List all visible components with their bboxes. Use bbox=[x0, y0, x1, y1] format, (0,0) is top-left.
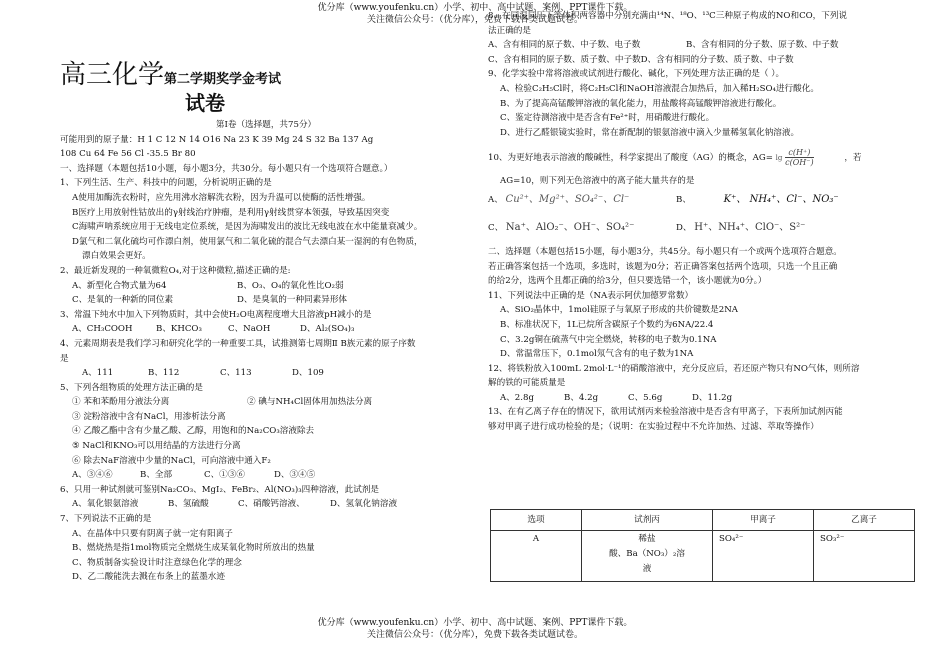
q13-header-ion-b: 乙离子 bbox=[814, 510, 915, 531]
q10-numerator: c(H⁺) bbox=[785, 148, 813, 158]
q6-option-c: C、硝酸钙溶液、 bbox=[238, 499, 305, 510]
q13-row-ion-b: SO₃²⁻ bbox=[814, 531, 915, 582]
exam-subtitle: 试卷 bbox=[185, 91, 225, 115]
q13-table-row bbox=[491, 531, 915, 582]
watermark-top-line2: 关注微信公众号：（优分库），免费下载各类试题试卷。 bbox=[366, 15, 583, 25]
q10-options-row2 bbox=[488, 217, 913, 245]
q3-option-d: D、Al₂(SO₄)₃ bbox=[300, 324, 355, 335]
q5-item-1: ① 苯和苯酚用分液法分离 bbox=[72, 397, 170, 408]
q3-option-c: C、NaOH bbox=[228, 324, 271, 335]
part2-intro: 二、选择题（本题包括15小题，每小题3分，共45分。每小题只有一个或两个选项符合题意。 bbox=[488, 246, 842, 257]
q4-stem: 4、元素周期表是我们学习和研究化学的一种重要工具，试推测第七周期Ⅱ B族元素的原子序数 bbox=[60, 338, 416, 349]
q8-stem-cont: 法正确的是 bbox=[488, 25, 531, 36]
q10-option-c bbox=[488, 217, 676, 239]
exam-title-main: 高三化学 bbox=[60, 60, 165, 90]
watermark-bottom bbox=[0, 617, 950, 641]
part2-intro-cont2: 的给2分，选两个且都正确的给3分，但只要选错一个，该小题就为0分。） bbox=[488, 276, 767, 287]
q10-stem-tail: ，若 bbox=[844, 153, 862, 164]
q1-option-d: D氯气和二氧化硫均可作漂白剂，使用氯气和二氧化硫的混合气去漂白某一湿润的有色物质， bbox=[72, 236, 423, 247]
q6-stem: 6、只用一种试剂就可鉴别Na₂CO₃、MgI₂、FeBr₂、Al(NO₃)₃四种溶液，此试剂是 bbox=[60, 484, 379, 495]
q13-table-header-row bbox=[491, 510, 915, 531]
q2-option-d: D、是臭氧的一种同素异形体 bbox=[237, 295, 348, 306]
q13-row-reagent bbox=[582, 531, 713, 582]
q10-lg: lg bbox=[775, 154, 783, 163]
q4-stem-cont: 是 bbox=[60, 353, 69, 364]
q5-items-row1 bbox=[60, 395, 472, 410]
q13-row-reagent-line3: 液 bbox=[642, 564, 652, 574]
q10-option-b-label: B、 bbox=[676, 194, 691, 205]
q13-header-ion-a: 甲离子 bbox=[713, 510, 814, 531]
q7-option-c: C、物质制备实验设计时注意绿色化学的理念 bbox=[72, 557, 242, 568]
q13-table bbox=[490, 509, 915, 582]
q6-option-d: D、氢氧化钠溶液 bbox=[330, 499, 398, 510]
q7-option-a: A、在晶体中只要有阴离子就一定有阳离子 bbox=[72, 528, 233, 539]
q13-stem-cont: 够对甲离子进行成功检验的是；（说明：在实验过程中不允许加热、过滤、萃取等操作） bbox=[488, 422, 819, 433]
q10-option-d-label: D、 bbox=[676, 222, 692, 233]
q11-option-d: D、常温常压下，0.1mol氖气含有的电子数为1NA bbox=[500, 349, 694, 360]
q9-stem: 9、化学实验中常将溶液或试剂进行酸化、碱化，下列处理方法正确的是（ ）。 bbox=[488, 69, 785, 80]
q12-option-a: A、2.8g bbox=[500, 392, 534, 403]
right-column bbox=[488, 9, 913, 435]
q13-row-reagent-line1: 稀盐 bbox=[638, 534, 656, 544]
q7-stem: 7、下列说法不正确的是 bbox=[60, 514, 152, 525]
q3-option-a: A、CH₃COOH bbox=[72, 324, 133, 335]
q5-options bbox=[60, 468, 472, 483]
q12-option-c: C、5.6g bbox=[628, 392, 663, 403]
q13-header-option: 选项 bbox=[491, 510, 582, 531]
q10-option-a bbox=[488, 189, 676, 211]
atomic-masses-line2: 108 Cu 64 Fe 56 Cl -35.5 Br 80 bbox=[60, 149, 196, 160]
q13-row-option: A bbox=[491, 531, 582, 582]
q10-options-row1 bbox=[488, 189, 913, 217]
q12-option-d: D、11.2g bbox=[692, 392, 733, 403]
q6-options bbox=[60, 497, 472, 512]
q8-option-b: B、含有相同的分子数、原子数、中子数 bbox=[686, 40, 839, 51]
q3-options bbox=[60, 322, 472, 337]
q4-option-b: B、112 bbox=[148, 368, 180, 379]
q2-options-row2 bbox=[60, 293, 472, 308]
q4-option-c: C、113 bbox=[220, 368, 252, 379]
q10-stem-cont: AG=10，则下列无色溶液中的离子能大量共存的是 bbox=[500, 176, 695, 187]
q13-row-reagent-line2: 酸、Ba（NO₃）₂溶 bbox=[609, 549, 685, 559]
q1-option-c: C海啸声呐系统应用于无线电定位系统，是因为海啸发出的波比无线电波在水中能量衰减少。 bbox=[72, 222, 423, 233]
q5-option-a: A、③④⑥ bbox=[72, 470, 113, 481]
q12-options bbox=[488, 391, 913, 406]
q11-option-b: B、标准状况下，1L已烷所含碳原子个数约为6NA/22.4 bbox=[500, 319, 714, 330]
part1-intro: 一、选择题（本题包括10小题，每小题3分，共30分。每小题只有一个选项符合题意。） bbox=[60, 163, 393, 174]
q3-stem: 3、常温下纯水中加入下列物质时，其中会使H₂O电离程度增大且溶液pH减小的是 bbox=[60, 309, 372, 320]
q10-stem-text: 10、为更好地表示溶液的酸碱性，科学家提出了酸度（AG）的概念，AG= bbox=[488, 153, 773, 164]
q10-option-b bbox=[676, 189, 839, 211]
q7-option-d: D、乙二酸能洗去溅在布条上的蓝墨水迹 bbox=[72, 572, 225, 583]
watermark-top-line1: 优分库（www.youfenku.cn）小学、初中、高中试题、案例、PPT课件下载。 bbox=[317, 3, 633, 13]
q4-option-a: A、111 bbox=[82, 368, 114, 379]
q5-stem: 5、下列各组物质的处理方法正确的是 bbox=[60, 382, 203, 393]
q1-option-d-cont: 漂白效果会更好。 bbox=[82, 251, 151, 262]
exam-title-suffix: 第二学期奖学金考试 bbox=[164, 72, 282, 87]
q1-stem: 1、下列生活、生产、科技中的问题，分析说明正确的是 bbox=[60, 178, 272, 189]
q12-stem: 12、将铁粉放入100mL 2mol·L⁻¹的硝酸溶液中，充分反应后，若还原产物只有NO气体，则所溶 bbox=[488, 363, 860, 374]
q10-option-d bbox=[676, 217, 805, 239]
q10-denominator: c(OH⁻) bbox=[785, 158, 814, 168]
q2-stem: 2、最近新发现的一种氧微粒O₄,对于这种微粒,描述正确的是: bbox=[60, 265, 291, 276]
q5-item-5: ⑤ NaCl和KNO₃可以用结晶的方法进行分离 bbox=[72, 441, 241, 452]
q13-stem: 13、在有乙离子存在的情况下，欲用试剂丙来检验溶液中是否含有甲离子，下表所加试剂丙能 bbox=[488, 407, 843, 418]
q5-option-c: C、①③⑥ bbox=[204, 470, 245, 481]
q5-option-d: D、③④⑤ bbox=[274, 470, 316, 481]
q11-option-c: C、3.2g铜在硫蒸气中完全燃烧，转移的电子数为0.1NA bbox=[500, 334, 717, 345]
q9-option-c: C、鉴定待测溶液中是否含有Fe²⁺时，用硝酸进行酸化。 bbox=[500, 113, 715, 124]
watermark-bottom-line2: 关注微信公众号：（优分库），免费下载各类试题试卷。 bbox=[366, 630, 583, 640]
q2-option-c: C、是氧的一种新的同位素 bbox=[72, 295, 174, 306]
q1-option-a: A使用加酶洗衣粉时，应先用沸水溶解洗衣粉，因为升温可以使酶的活性增强。 bbox=[72, 192, 371, 203]
q8-options-row1 bbox=[488, 38, 913, 53]
q10-stem bbox=[488, 144, 913, 172]
q10-option-a-ions: Cu²⁺、Mg²⁺、SO₄²⁻、Cl⁻ bbox=[505, 193, 630, 205]
q13-header-reagent: 试剂丙 bbox=[582, 510, 713, 531]
q5-item-4: ④ 乙酸乙酯中含有少量乙酸、乙醇，用饱和的Na₂CO₃溶液除去 bbox=[72, 426, 315, 437]
q12-stem-cont: 解的铁的可能质量是 bbox=[488, 378, 566, 389]
q2-options-row1 bbox=[60, 279, 472, 294]
q6-option-b: B、氢硫酸 bbox=[168, 499, 209, 510]
left-column bbox=[60, 62, 472, 585]
atomic-masses-line1: 可能用到的原子量：H 1 C 12 N 14 O16 Na 23 K 39 Mg 24 S 32 Ba 137 Ag bbox=[60, 134, 374, 145]
q8-stem: 8、在同温同压下等体积两容器中分别充满由¹⁴N、¹⁸O、¹³C三种原子构成的NO和CO，下列说 bbox=[488, 11, 848, 21]
exam-title bbox=[60, 60, 472, 90]
q11-stem: 11、下列说法中正确的是（NA表示阿伏加德罗常数） bbox=[488, 290, 694, 301]
q10-option-b-ions: K⁺、 NH₄⁺、Cl⁻、NO₃⁻ bbox=[723, 193, 839, 205]
q1-option-b: B医疗上用放射性钴放出的γ射线治疗肿瘤，是利用γ射线贯穿本领强，导致基因突变 bbox=[72, 207, 390, 218]
section1-header: 第Ⅰ卷（选择题，共75分） bbox=[215, 120, 317, 130]
q9-option-b: B、为了提高高锰酸钾溶液的氧化能力，用盐酸将高锰酸钾溶液进行酸化。 bbox=[500, 98, 782, 109]
q12-option-b: B、4.2g bbox=[564, 392, 599, 403]
q5-item-2: ② 碘与NH₄Cl固体用加热法分离 bbox=[247, 397, 373, 408]
q2-option-b: B、O₃、O₄的氧化性比O₂弱 bbox=[237, 280, 344, 291]
q10-fraction bbox=[785, 148, 813, 167]
q4-option-d: D、109 bbox=[292, 368, 324, 379]
q2-option-a: A、新型化合物式量为64 bbox=[72, 280, 167, 291]
q9-option-d: D、进行乙醛银镜实验时，常在新配制的银氨溶液中滴入少量稀氢氧化钠溶液。 bbox=[500, 127, 800, 138]
q10-option-a-label: A、 bbox=[488, 194, 503, 205]
q13-row-ion-a: SO₄²⁻ bbox=[713, 531, 814, 582]
q8-option-a: A、含有相同的原子数、中子数、电子数 bbox=[488, 40, 641, 51]
q5-option-b: B、全部 bbox=[140, 470, 173, 481]
q3-option-b: B、KHCO₃ bbox=[156, 324, 202, 335]
q10-option-d-ions: H⁺、NH₄⁺、ClO⁻、S²⁻ bbox=[694, 221, 806, 233]
q5-item-3: ③ 淀粉溶液中含有NaCl，用渗析法分离 bbox=[72, 411, 226, 422]
q4-options bbox=[60, 366, 472, 381]
q8-options-row2: C、含有相同的原子数、质子数、中子数D、含有相同的分子数、质子数、中子数 bbox=[488, 54, 794, 65]
q10-option-c-label: C、 bbox=[488, 222, 504, 233]
q10-option-c-ions: Na⁺、AlO₂⁻、OH⁻、SO₄²⁻ bbox=[505, 221, 635, 233]
q7-option-b: B、燃烧热是指1mol物质完全燃烧生成某氧化物时所放出的热量 bbox=[72, 543, 315, 554]
q11-option-a: A、SiO₂晶体中，1mol硅原子与氧原子形成的共价键数是2NA bbox=[500, 305, 738, 316]
part2-intro-cont1: 若正确答案包括一个选项，多选时，该题为0分；若正确答案包括两个选项，只选一个且正确 bbox=[488, 261, 838, 272]
q6-option-a: A、氧化银氨溶液 bbox=[72, 499, 139, 510]
q5-item-6: ⑥ 除去NaF溶液中少量的NaCl，可向溶液中通入F₂ bbox=[72, 455, 271, 466]
watermark-bottom-line1: 优分库（www.youfenku.cn）小学、初中、高中试题、案例、PPT课件下载。 bbox=[317, 618, 633, 628]
q9-option-a: A、检验C₂H₅Cl时，将C₂H₅Cl和NaOH溶液混合加热后，加入稀H₂SO₄进行酸化。 bbox=[500, 83, 819, 94]
